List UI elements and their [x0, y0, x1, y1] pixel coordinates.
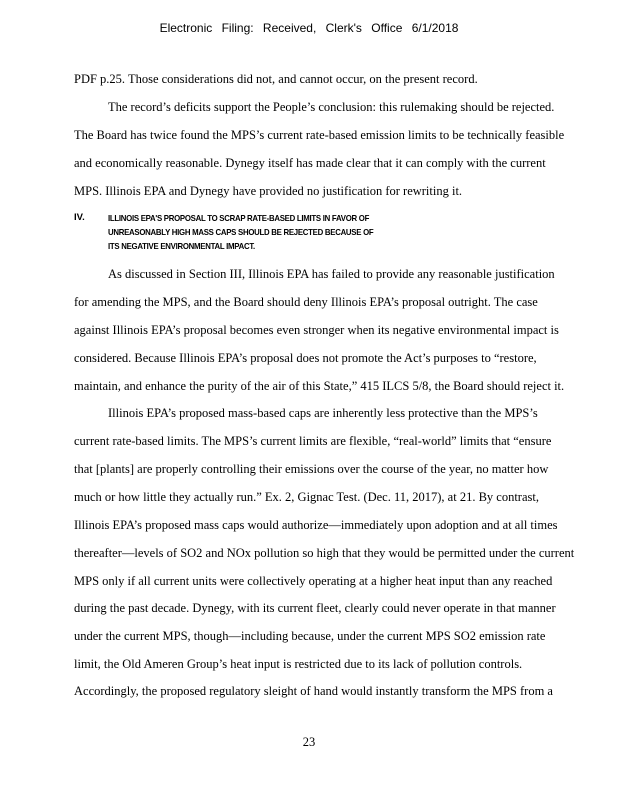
text-line: considered. Because Illinois EPA’s proposal does not promote the Act’s purposes to “restore, [74, 351, 537, 365]
section-number: IV. [74, 212, 85, 223]
text-line: PDF p.25. Those considerations did not, and cannot occur, on the present record. [74, 72, 478, 86]
text-line: much or how little they actually run.” Ex. 2, Gignac Test. (Dec. 11, 2017), at 21. By contrast, [74, 490, 539, 504]
text-line: Illinois EPA’s proposed mass caps would authorize—immediately upon adoption and at all times [74, 518, 558, 532]
text-line: that [plants] are properly controlling their emissions over the course of the year, no matter how [74, 462, 549, 476]
page-number: 23 [302, 735, 316, 749]
text-line: maintain, and enhance the purity of the air of this State,” 415 ILCS 5/8, the Board should reject it. [74, 379, 565, 393]
text-line: The Board has twice found the MPS’s current rate-based emission limits to be technically feasible [74, 128, 565, 142]
text-line: As discussed in Section III, Illinois EPA has failed to provide any reasonable justification [108, 267, 555, 281]
text-line: MPS. Illinois EPA and Dynegy have provided no justification for rewriting it. [74, 184, 463, 198]
text-line: limit, the Old Ameren Group’s heat input is restricted due to its lack of pollution controls. [74, 657, 523, 671]
text-line: and economically reasonable. Dynegy itself has made clear that it can comply with the current [74, 156, 546, 170]
text-line: during the past decade. Dynegy, with its current fleet, clearly could never operate in that manner [74, 601, 556, 615]
text-line: The record’s deficits support the People’s conclusion: this rulemaking should be rejected. [108, 100, 555, 114]
text-line: for amending the MPS, and the Board should deny Illinois EPA’s proposal outright. The case [74, 295, 538, 309]
filing-header: Electronic Filing: Received, Clerk's Office 6/1/2018 [159, 21, 459, 35]
section-heading-line: ITS NEGATIVE ENVIRONMENTAL IMPACT. [108, 241, 255, 251]
text-line: Accordingly, the proposed regulatory sleight of hand would instantly transform the MPS from a [74, 684, 553, 698]
text-line: current rate-based limits. The MPS’s current limits are flexible, “real-world” limits that “ensure [74, 434, 552, 448]
text-line: against Illinois EPA’s proposal becomes even stronger when its negative environmental impact is [74, 323, 559, 337]
text-line: MPS only if all current units were collectively operating at a higher heat input than any reached [74, 574, 553, 588]
text-line: thereafter—levels of SO2 and NOx pollution so high that they would be permitted under the current [74, 546, 575, 560]
section-heading-line: UNREASONABLY HIGH MASS CAPS SHOULD BE REJECTED BECAUSE OF [108, 227, 374, 237]
text-line: under the current MPS, though—including because, under the current MPS SO2 emission rate [74, 629, 546, 643]
text-line: Illinois EPA’s proposed mass-based caps are inherently less protective than the MPS’s [108, 406, 538, 420]
section-heading-line: ILLINOIS EPA'S PROPOSAL TO SCRAP RATE-BASED LIMITS IN FAVOR OF [108, 213, 370, 223]
